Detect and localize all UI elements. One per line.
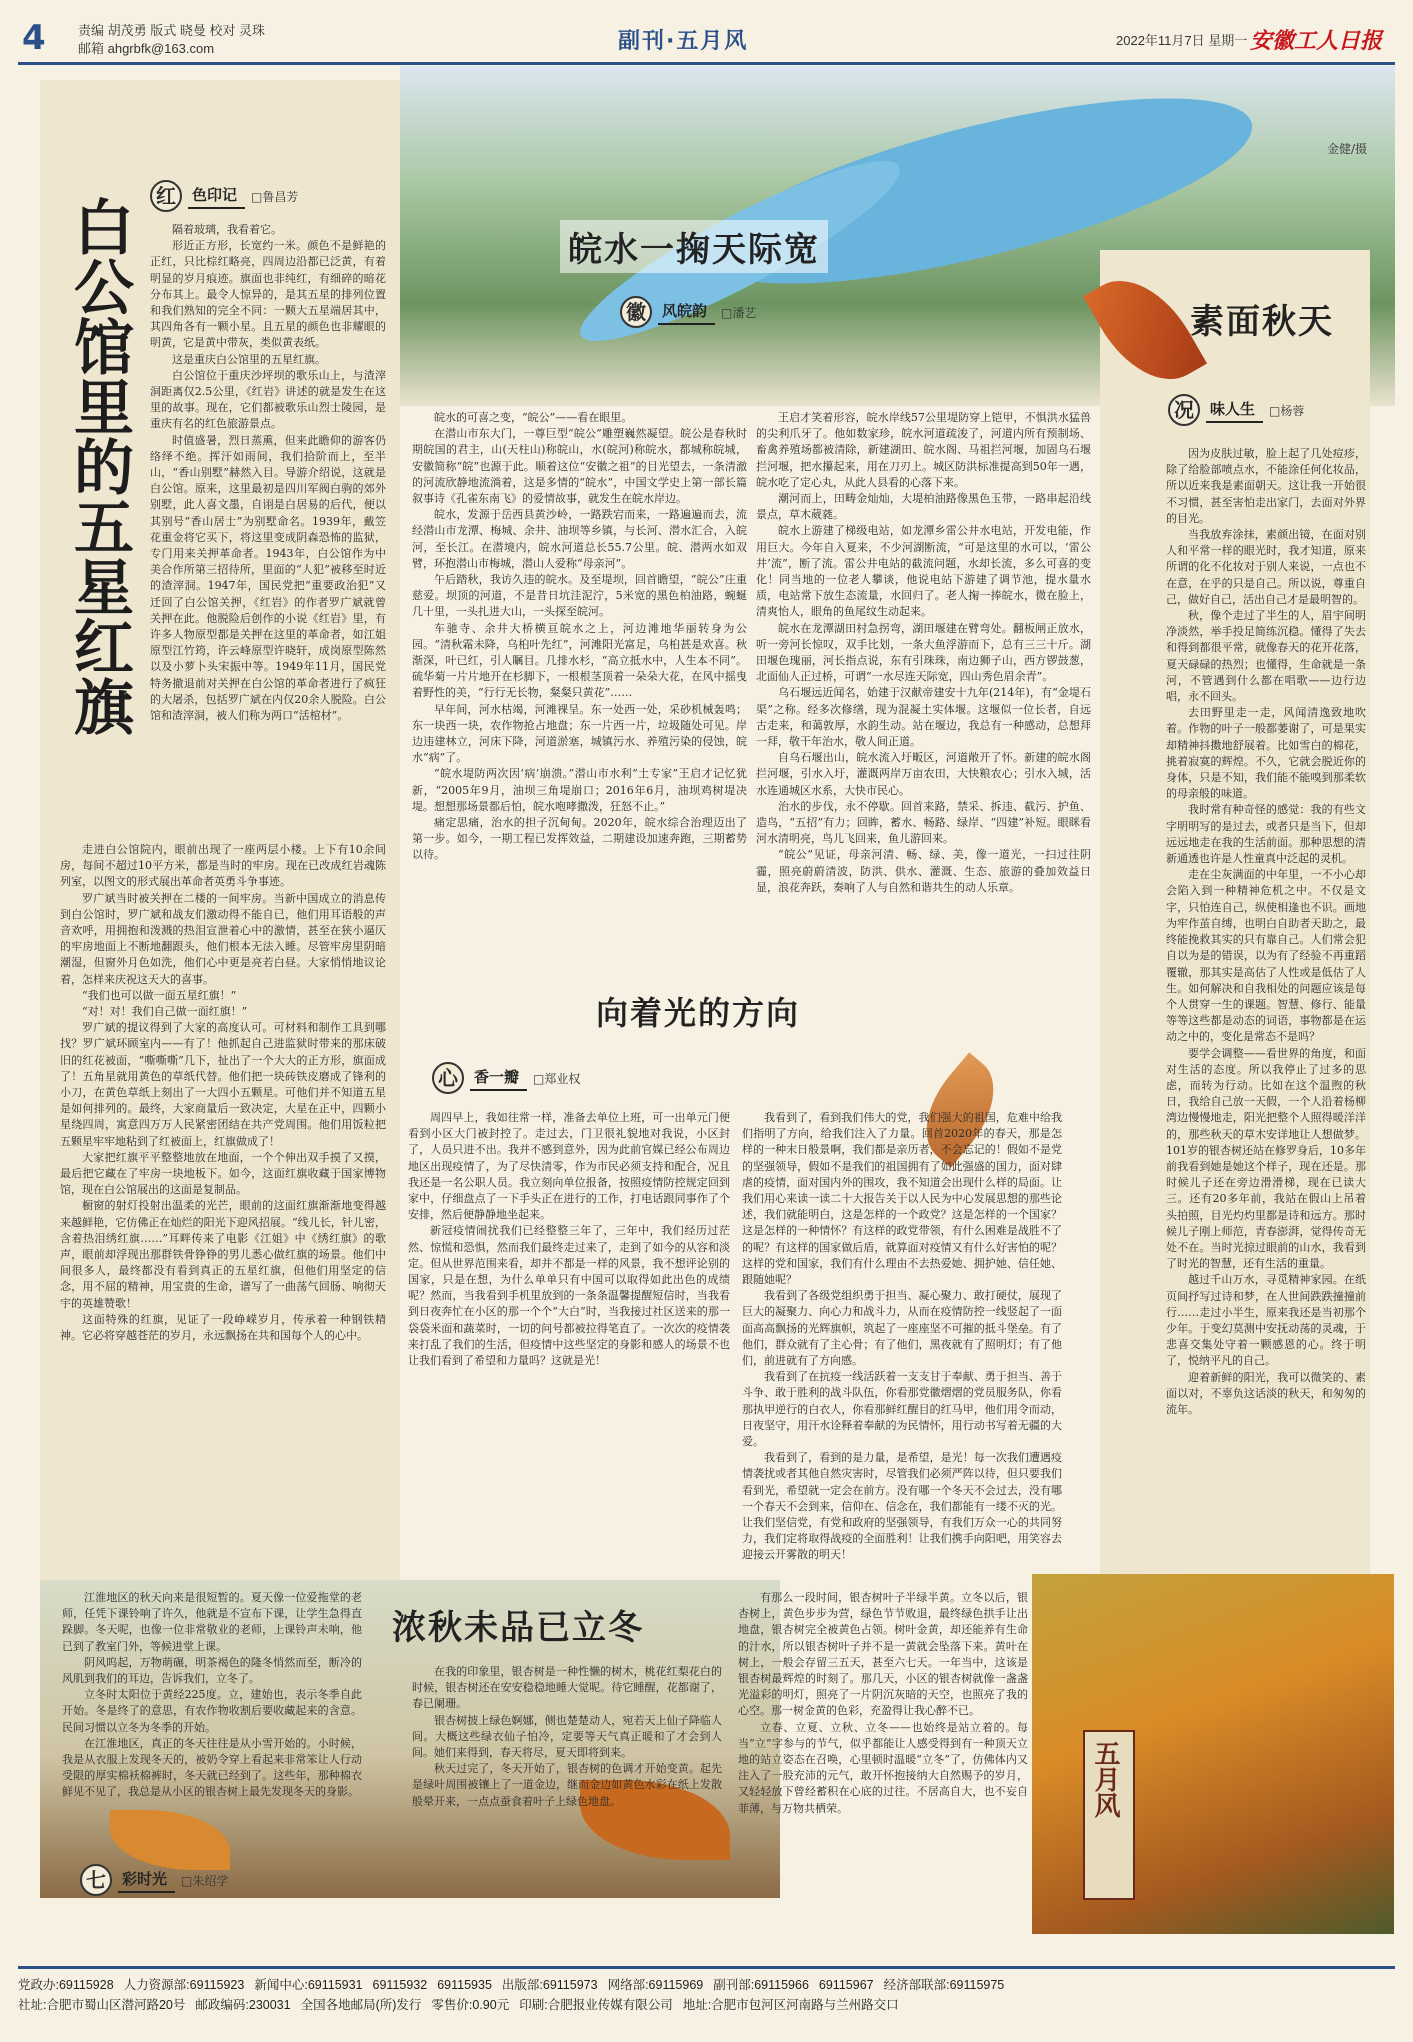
paragraph: 皖水上游建了梯级电站，如龙潭乡雷公井水电站，开发电能，作用巨大。今年自入夏来，不少河湖断流，“可是这里的水可以，‘雷公井’流”，断了流。雷公井电站的截流问题，水却长流，多么可喜的变化！同当地的一位老人攀谈，他说电站下游建了调节池，提水量水质，电站常下放生态流量，水回归了。老人掬一捧皖水，微在脸上，清爽怡人，眼角的鱼尾纹生动起来。 xyxy=(756,524,1091,619)
paragraph: 形近正方形，长宽约一米。颜色不是鲜艳的正红，只比棕红略亮，四周边沿都已泛黄，有着明显的岁月痕迹。旗面也非纯红，有细碎的暗花分布其上。最令人惊异的，是其五星的排列位置和我们熟知的完全不同：一颗大五星端居其中，其四角各有一颗小星。且五星的颜色也非耀眼的明黄，它是黄中带灰，类似黄表纸。 xyxy=(150,239,386,350)
paragraph: 阴风呜起，万物萌碾，明茶褐色的隆冬悄然而至，断冷的风肌到我们的耳边，告诉我们，立冬了。 xyxy=(62,1655,362,1686)
article1-column-head xyxy=(150,180,298,212)
paragraph: 皖水，发源于岳西县黄沙岭，一路跌宕而来，一路遍遍而去，流经潜山市龙潭、梅城、余井、油坝等乡镇，与长河、潜水汇合，入皖河，至长江。在潜境内，皖水河道总长55.7公里。皖、潜两水如双臂，环抱潜山市梅城，潜山人爱称“母亲河”。 xyxy=(412,508,747,570)
paragraph: 秋，像个走过了半生的人，眉宇间明净淡然，举手投足简练沉稳。懂得了失去和得到都很平常，就像春天的花开花落，夏天碌碌的热烈；也懂得，生命就是一条河，不管遇到什么都在唱歌——边行边唱，永不回头。 xyxy=(1166,609,1366,704)
footer-item: 人力资源部:69115923 xyxy=(123,1978,245,1992)
paragraph: 新冠疫情闹扰我们已经整整三年了，三年中，我们经历过茫然、惊慌和恐惧，然而我们最终走过来了，走到了如今的从容和淡定。但从世界范围来看，却并不都是一样的风景，我不想评论别的国家，只是在想，为什么单单只有中国可以取得如此出色的成绩呢？然而，当我看到手机里放到的一条条温馨提醒短信时，当我看到日夜奔忙在小区的那一个个“大白”时，当我接过社区送来的那一袋袋米面和蔬菜时，一切的问号都被拉得笔直了。一次次的疫情袭来打乱了我们的生活，但疫情中这些坚定的身影和感人的场景不也让我们看到了希望和力量吗？这就是光！ xyxy=(408,1224,730,1368)
column-seal: 心 xyxy=(432,1062,464,1094)
article2-body-col2 xyxy=(756,410,1091,970)
column-seal: 七 xyxy=(80,1864,112,1896)
paragraph: 皖水在龙潭湖田村急拐弯，湖田堰建在臂弯处。翻板闸正放水，听一旁河长惊叹，双手比划，一条大鱼浮游而下，总有三三十斤。湖田堰色瑰丽，河长指点说，东有引珠珠，南边狮子山，西方锣鼓葱，北面仙人正过桥，可谓“一水尽连天际宽，四山秀色眉余青”。 xyxy=(756,621,1091,684)
column-seal: 红 xyxy=(150,180,182,212)
column-seal: 徽 xyxy=(620,296,652,328)
paragraph: “皖水堤防两次因‘病’崩溃。”潜山市水利“土专家”王启才记忆犹新，“2005年9月，油坝三角堤崩口；2016年6月，油坝鸡树堤决堤。想想那场景都后怕，皖水咆哮撒泼，狂怒不止。” xyxy=(412,767,747,813)
paragraph: 橱窗的射灯投射出温柔的光芒，眼前的这面红旗渐渐地变得越来越鲜艳，它仿佛正在灿烂的阳光下迎风招展。“线儿长，针儿密，含着热泪绣红旗……”耳畔传来了电影《江姐》中《绣红旗》的歌声，眼前却浮现出那群铁骨铮铮的男儿悉心做红旗的场景。他们中间很多人，最终都没有看到真正的五星红旗，但他们用坚定的信念，用不屈的精神，用宝贵的生命，谱写了一曲荡气回肠、响彻天宇的英雄赞歌！ xyxy=(60,1199,386,1310)
article3-title: 素面秋天 xyxy=(1190,302,1334,342)
photo-credit: 金健/摄 xyxy=(1326,142,1367,156)
paragraph: “皖公”见证，母亲河清、畅、绿、美，像一道光，一扫过往阴霾，照亮蔚蔚清波，防洪、供水、灌溉、生态、旅游的叠加效益日显，浪花奔跃，奏响了人与自然和谐共生的动人乐章。 xyxy=(756,848,1091,894)
footer-item: 党政办:69115928 xyxy=(18,1978,114,1992)
column-name: 风皖韵 xyxy=(658,300,715,325)
paragraph: 因为皮肤过敏，脸上起了几处痘疹，除了给脸部喷点水，不能涂任何化妆品，所以近来我是素面朝天。这让我一开始很不习惯，甚至害怕走出家门，去面对外界的目光。 xyxy=(1166,447,1366,525)
article4-column-head xyxy=(432,1062,580,1094)
paragraph: 走进白公馆院内，眼前出现了一座两层小楼。上下有10余间房，每间不超过10平方米，都是当时的牢房。现在已改成红岩魂陈列室，以图文的形式展出革命者英勇斗争事迹。 xyxy=(60,843,386,889)
paragraph: 在潜山市东大门，一尊巨型“皖公”雕塑巍然凝望。皖公是春秋时期皖国的君主，山(天柱山)称皖山，水(皖河)称皖水，都城称皖城，安徽简称“皖”也源于此。顺着这位“安徽之祖”的目光望去，一条清澈的河流欣静地流淌着，这是多情的“皖水”，中国文学史上第一部长篇叙事诗《孔雀东南飞》的爱情故事，就发生在皖水岸边。 xyxy=(412,427,747,506)
page-header xyxy=(18,18,1395,62)
column-seal-box xyxy=(1083,1730,1135,1900)
paragraph: 我时常有种奇怪的感觉：我的有些文字明明写的是过去，或者只是当下，但却远远地走在我的生活前面。那种思想的清新通透也许是人性童真中泛起的灵机。 xyxy=(1166,803,1366,866)
paragraph: 我看到了在抗疫一线活跃着一支支甘于奉献、勇于担当、善于斗争、敢于胜利的战斗队伍，你看那党徽熠熠的党员服务队，你看那执甲逆行的白衣人，你看那鲜红醒目的红马甲，他们用令而动，日夜坚守，用汗水诠释着奉献的为民情怀，用行动书写着无疆的大爱。 xyxy=(742,1370,1062,1449)
footer-item: 经济部联部:69115975 xyxy=(883,1978,1005,1992)
paragraph: 秋天过完了，冬天开始了，银杏树的色调才开始变黄。起先是绿叶周围被镶上了一道金边，继而金边如黄色水彩在纸上发散般晕开来，一点点蚕食着叶子上绿色地盘。 xyxy=(412,1762,722,1808)
paragraph: 自乌石堰出山，皖水流入圩畈区，河道敞开了怀。新建的皖水阁拦河堰，引水入圩，灌溉两岸万亩农田，大快粮农心；引水入城，活水连通城区水系，大快市民心。 xyxy=(756,751,1091,797)
footer-item: 全国各地邮局(所)发行 xyxy=(300,1998,422,2012)
paragraph: 江淮地区的秋天向来是很短暂的。夏天像一位爱拖堂的老师，任凭下课铃响了许久，他就是不宣布下课，让学生急得直跺脚。冬天呢，也像一位非常敬业的老师，上课铃声未响，他已到了教室门外，等候进堂上课。 xyxy=(62,1591,362,1653)
paragraph: 这是重庆白公馆里的五星红旗。 xyxy=(172,352,326,366)
footer-item: 新闻中心:69115931 xyxy=(254,1978,363,1992)
paragraph: 越过千山万水，寻觅精神家园。在纸页间抒写过诗和梦，在人世间跌跌撞撞前行……走过小半生，原来我还是当初那个少年。于变幻莫测中安抚动荡的灵魂，于悲喜交集处守着一颗感恩的心。终于明了，悦纳平凡的自己。 xyxy=(1166,1273,1366,1368)
author: □郑业权 xyxy=(533,1071,581,1086)
footer-contacts xyxy=(18,1975,1395,1995)
article2-column-head xyxy=(620,296,756,328)
paragraph: 迎着新鲜的阳光，我可以微笑的、素面以对，不辜负这话淡的秋天，和匆匆的流年。 xyxy=(1166,1370,1366,1416)
paragraph: 治水的步伐，永不停歇。回首来路，禁采、拆违、截污、护鱼、造鸟，“五招”有力；回眸，蓄水、畅路、绿岸、“四建”补短。眼眯看河水清明亮，鸟儿飞回来，鱼儿游回来。 xyxy=(756,799,1091,846)
paragraph: 罗广斌当时被关押在二楼的一间牢房。当新中国成立的消息传到白公馆时，罗广斌和战友们激动得不能自已，他们用耳语般的声音欢呼，用拥抱和泼溅的热泪宣泄着心中的激情，甚至在狭小逼仄的牢房地面上不断地翻跟头，他们根本无法入睡。尽管牢房里阴暗潮湿，但窗外月色如洗，他们心中更是亮若白昼。大家悄悄地议论着，怎样来庆祝这天大的喜事。 xyxy=(60,891,386,986)
footer-item: 69115967 xyxy=(818,1978,874,1992)
article5-body-col3 xyxy=(738,1590,1028,1920)
footer-item: 邮政编码:230031 xyxy=(195,1998,291,2012)
paragraph: 早年间，河水枯竭，河滩裸呈。东一处西一处，采砂机械轰鸣；东一块西一块，农作物抢占地盘；东一片西一片，垃圾随处可见。岸边违建林立，河床下降，河道淤塞，城镇污水、养殖污染的侵蚀，皖水“病”了。 xyxy=(412,702,747,765)
paragraph: 我看到了，看到的是力量，是希望，是光！每一次我们遭遇疫情袭扰或者其他自然灾害时，尽管我们必须严阵以待，但只要我们看到光，希望就一定会在前方。没有哪一个冬天不会过去，没有哪一个春天不会到来，信仰在、信念在，我们都能有一缕不灭的光。让我们坚信党，有党和政府的坚强领导，有我们万众一心的共同努力，我们定将取得战疫的全面胜利！让我们携手向阳吧，用笑容去迎接云开雾散的明天！ xyxy=(742,1451,1062,1562)
paragraph: 王启才笑着形容，皖水岸线57公里堤防穿上铠甲，不惧洪水猛兽的尖利爪牙了。他如数家珍，皖水河道疏浚了，河道内所有预制场、畜禽养殖场都被清除，新建湖田、皖水阁、马祖拦河堰，加固乌石堰拦河堰，把水攥起来，用在刀刃上。城区防洪标准提高到50年一遇，皖水吃了定心丸，从此人县看的心落下来。 xyxy=(756,411,1091,489)
paragraph: 当我放弃涂抹，素颜出镜，在面对别人和平常一样的眼光时，我才知道，原来所谓的化不化妆对于别人来说，一点也不在意，在乎的只是自己。所以说，尊重自己，做好自己，活出自己才是最明智的。 xyxy=(1166,528,1366,606)
section-name: 副刊·五月风 xyxy=(618,29,749,54)
paragraph: 要学会调整——看世界的角度，和面对生活的态度。所以我停止了过多的思虑，而转为行动。比如在这个温煦的秋日，我给自己放一天假，一个人沿着杨柳湾边慢慢地走，阳光把整个人照得暖洋洋的，那些秋天的草木安详地让人想做梦。101岁的银杏树还站在修罗身后，10多年前我看到她是她这个样子，现在还是。那时候儿子还在旁边滑滑梯，现在已读大三。还有20多年前，我站在假山上吊着头拍照，目光灼灼里都是诗和远方。那时候儿子刚上师范，青春澎湃，觉得传奇无处不在。当时光掠过眼前的山水，我看到了时光的智慧，还有生活的重量。 xyxy=(1166,1046,1366,1271)
footer-address xyxy=(18,1995,1395,2015)
paragraph: 罗广斌的提议得到了大家的高度认可。可材料和制作工具到哪找？罗广斌环顾室内——有了！他抓起自己进监狱时带来的那床破旧的红花被面，“嘶嘶嘶”几下，扯出了一个大大的正方形，旗面成了！五角星就用黄色的草纸代替。他们把一块砖铁皮磨成了锋利的小刀，在黄色草纸上刻出了一大四小五颗星。可他们并不知道五星是如何排列的。最终，大家商量后一致决定，大星在正中，四颗小星绕四周，寓意四万万人民紧密团结在共产党周围。他们用饭粒把五颗星牢牢地粘到了红被面上，红旗做成了！ xyxy=(60,1021,386,1148)
editor-line: 责编 胡茂勇 版式 晓曼 校对 灵珠 xyxy=(78,23,266,38)
paragraph: 立冬时太阳位于黄经225度。立，建始也，表示冬季自此开始。冬是终了的意思，有农作物收割后要收藏起来的含意。民间习惯以立冬为冬季的开始。 xyxy=(62,1688,362,1734)
seal-text: 五月风 xyxy=(1090,1740,1120,1818)
footer-item: 网络部:69115969 xyxy=(607,1978,704,1992)
column-seal: 况 xyxy=(1168,394,1200,426)
paragraph: “我们也可以做一面五星红旗！” xyxy=(82,988,237,1002)
author: □潘艺 xyxy=(721,305,757,320)
paragraph: 乌石堰远近闻名，始建于汉献帝建安十九年(214年)，有“金堤石渠”之称。经多次修缮，现为混凝土实体堰。这堰似一位长者，自远古走来，和蔼敦厚，水韵生动。站在堰边，我总有一种感动，总想拜一拜，敬干年治水，敬人间正道。 xyxy=(756,686,1091,749)
paragraph: 我看到了，看到我们伟大的党，我们强大的祖国，危难中给我们指明了方向，给我们注入了力量。回首2020年的春天，那是怎样的一种末日般景啊，我们都是亲历者，不会忘记的！假如不是党的坚强领导，假如不是我们的祖国拥有了如此强盛的国力，面对肆虐的疫情，面对国内外的围攻，我不知道会出现什么样的局面。让我们用心来读一读二十大报告关于以人民为中心发展思想的那些论述，我们就能明白，这是怎样的一个政党？这是怎样的一个国家？这是怎样的一种情怀？有这样的政党带领，有什么困难是战胜不了的呢？有这样的国家做后盾，就算面对疫情又有什么好害怕的呢？这样的党和国家，我们有什么理由不去热爱她、拥护她、信任她、跟随她呢？ xyxy=(742,1111,1062,1287)
author: □鲁昌芳 xyxy=(251,189,299,204)
footer-item: 出版部:69115973 xyxy=(501,1978,598,1992)
footer-item: 零售价:0.90元 xyxy=(431,1998,510,2012)
paragraph: 隔着玻璃，我看着它。 xyxy=(172,223,282,236)
page-number: 4 xyxy=(22,18,46,58)
paragraph: “对！对！我们自己做一面红旗！” xyxy=(82,1005,248,1019)
paragraph: 在江淮地区，真正的冬天往往是从小雪开始的。小时候，我是从衣服上发现冬天的，被奶令穿上看起来非常笨让人行动受限的厚实棉袄棉裤时，冬天就已经到了。这些年，那种棉衣鲜见不见了，我总是从小区的银杏树上最先发现冬天的身影。 xyxy=(62,1736,362,1799)
header-rule xyxy=(18,62,1395,65)
footer-item: 地址:合肥市包河区河南路与兰州路交口 xyxy=(682,1998,899,2012)
article4-body-col1 xyxy=(408,1110,730,1570)
editor-info xyxy=(78,22,265,58)
article1-body-bottom xyxy=(60,842,386,1502)
page-footer xyxy=(18,1966,1395,2015)
paragraph: 这面特殊的红旗，见证了一段峥嵘岁月，传承着一种钢铁精神。它必将穿越苍茫的岁月，永远飘扬在共和国每个人的心中。 xyxy=(60,1312,386,1343)
paragraph: 走在尘灰满面的中年里，一不小心却会陷入到一种精神危机之中。不仅是文字，只怕连自己，纵使相逢也不识。画地为牢作茧自缚，也明白自助者天助之，最终能挽救其实的只有靠自己。人们常会犯自以为是的错误，以为有了经验不再重蹈覆辙，那其实是高估了人性或是低估了人生。如何解决和自我相处的问题应该是每个人贯穿一生的课题。智慧、修行、能量等等这些都是动态的词语，事物都是在运动之中的，变化是常态不是吗？ xyxy=(1166,868,1366,1044)
column-name: 色印记 xyxy=(188,184,245,209)
column-name: 味人生 xyxy=(1206,398,1263,423)
article3-column-head xyxy=(1168,394,1304,426)
footer-item: 69115932 xyxy=(372,1978,428,1992)
paragraph: 立春、立夏、立秋、立冬——也始终是站立着的。每当“立”字参与的节气，似乎都能让人感受得到有一种顶天立地的站立姿态在召唤，心里顿时温暖“立冬”了，仿佛体内又注入了一股充沛的元气，敢开怀抱接纳大自然赐予的岁月，又轻轻放下曾经蓄积在心底的过往。不居高自大，也不妄自菲薄，与万物共栖荣。 xyxy=(738,1720,1028,1815)
paragraph: 银杏树披上绿色婀娜，侧也楚楚动人，宛若天上仙子降临人间。大概这些绿衣仙子怕冷，定要等天气真正暖和了才会到人间。她们来得到，春天将尽，夏天即将到来。 xyxy=(412,1713,722,1760)
footer-item: 69115935 xyxy=(437,1978,492,1992)
paper-logo: 安徽工人日报 xyxy=(1250,28,1383,54)
paragraph: 午后踏秋，我访久违的皖水。及至堤坝，回首瞻望，“皖公”庄重慈爱。坝顶的河道，不是昔日坑洼泥泞，5米宽的黑色柏油路，蜿蜒几十里，一头扎进大山，一头探至皖河。 xyxy=(412,573,747,619)
paragraph: 在我的印象里，银杏树是一种性懒的树木，桃花红梨花白的时候，银杏树还在安安稳稳地睡大觉呢。待它睡醒，花都谢了，春已阑珊。 xyxy=(412,1665,722,1711)
article5-title: 浓秋未品已立冬 xyxy=(392,1608,644,1648)
column-name: 彩时光 xyxy=(118,1868,175,1893)
paragraph: 我看到了各级党组织勇于担当、凝心聚力、敢打硬仗，展现了巨大的凝聚力、向心力和战斗力，从而在疫情防控一线竖起了一面面高高飘扬的光辉旗帜，筑起了一座座坚不可摧的抵斗堡垒。有了他们，群众就有了主心骨；有了他们，黑夜就有了照明灯；有了他们，前进就有了方向感。 xyxy=(742,1289,1062,1368)
paragraph: 去田野里走一走，风闻清逸致地吹着。作物的叶子一般都萎谢了，可是果实却精神抖擞地舒展着。比如雪白的棉花，挑着寂寞的辉煌。不久，它就会脱近你的身体，只是不知，我们能不能嗅到那柔软的母亲般的味道。 xyxy=(1166,706,1366,801)
issue-date: 2022年11月7日 星期一 xyxy=(1116,33,1248,48)
footer-item: 副刊部:69115966 xyxy=(713,1978,809,1992)
article2-title: 皖水一掬天际宽 xyxy=(560,220,828,273)
paragraph: 大家把红旗平平整整地放在地面，一个个伸出双手摸了又摸，最后把它藏在了牢房一块地板下。如今，这面红旗收藏于国家博物馆，现在白公馆展出的这面是复制品。 xyxy=(60,1150,386,1197)
article3-body xyxy=(1166,446,1366,1546)
article4-body-col2 xyxy=(742,1110,1062,1570)
paragraph: 白公馆位于重庆沙坪坝的歌乐山上，与渣滓洞距离仅2.5公里，《红岩》讲述的就是发生在这里的故事。现在，它们都被歌乐山烈士陵园，是重庆有名的红色旅游景点。 xyxy=(150,368,386,431)
article5-column-head xyxy=(80,1864,228,1896)
paragraph: 周四早上，我如往常一样，准备去单位上班，可一出单元门便看到小区大门被封控了。走过去，门卫很礼貌地对我说，小区封了，人员只进不出。我并不感到意外，因为此前官媒已经公布周边地区出现疫情了，为了尽快清零，作为市民必须支持和配合，况且我还是一名公职人员。我立刻向单位报备，按照疫情防控规定回到家中，仔细盘点了一下手头正在进行的工作，打电话跟同事作了个安排，然后便静静地坐起来。 xyxy=(408,1111,730,1222)
paragraph: 痛定思痛，治水的担子沉甸甸。2020年，皖水综合治理迈出了第一步。如今，一期工程已发挥效益，二期建设加速奔跑，三期蓄势以待。 xyxy=(412,816,747,862)
paragraph: 潮河而上，田畴金灿灿，大堤柏油路像黑色玉带，一路串起沿线景点，草木葳蕤。 xyxy=(756,492,1091,522)
paragraph: 有那么一段时间，银杏树叶子半绿半黄。立冬以后，银杏树上，黄色步步为营，绿色节节败退，最终绿色拱手让出地盘，银杏树完全被黄色占领。树叶金黄，却还能养有生命的汁水，所以银杏树叶子并不是一黄就会坠落下来。黄叶在树上，一般会存留三五天，甚至六七天。一年当中，这该是银杏树最辉煌的时刻了。那几天，小区的银杏树就像一盏盏光溢彩的明灯，照亮了一片阴沉灰暗的天空，也照亮了我的心空。那一树金黄的色彩，充盈得让我心醉不已。 xyxy=(738,1591,1028,1718)
author: □杨蓉 xyxy=(1269,403,1305,418)
article5-body-col1 xyxy=(62,1590,362,1858)
footer-item: 社址:合肥市蜀山区潜河路20号 xyxy=(18,1998,186,2012)
paragraph: 时值盛暑，烈日蒸熏，但来此瞻仰的游客仍络绎不绝。挥汗如雨间，我们拾阶而上，至半山，“香山别墅”赫然入目。导游介绍说，这就是白公馆。原来，这里最初是四川军阀白驹的郊外别墅，此人喜文墨，自诩是白居易的后代，便以其别号“香山居士”为别墅命名。1939年，戴笠花重金将它买下，将这里变成阴森恐怖的监狱，专门用来关押革命者。1943年，白公馆作为中美合作所第三招待所，里面的“人犯”被移至时近的渣滓洞。1947年，国民党把“重要政治犯”又迁回了白公馆关押，《红岩》的作者罗广斌就曾关押在此。他脱险后创作的小说《红岩》里，有许多人物原型都是关押在这里的革命者，如江姐原型江竹筠，许云峰原型许晓轩，成岗原型陈然以及小萝卜头宋振中等。1949年11月，国民党特务撤退前对关押在白公馆的革命者进行了疯狂的大屠杀，包括罗广斌在内仅20余人脱险。白公馆和渣滓洞，被人们称为两口“活棺材”。 xyxy=(150,433,386,723)
footer-item: 印刷:合肥报业传媒有限公司 xyxy=(519,1998,673,2012)
paragraph: 皖水的可喜之变，“皖公”——看在眼里。 xyxy=(434,411,633,424)
article1-body-top xyxy=(150,222,386,842)
article1-title: 白公馆里的五星红旗 xyxy=(64,196,134,736)
email-line: 邮箱 ahgrbfk@163.com xyxy=(78,41,215,56)
author: □朱绍学 xyxy=(181,1873,229,1888)
article5-body-col2 xyxy=(412,1664,722,1892)
article4-title: 向着光的方向 xyxy=(596,994,801,1032)
paragraph: 车驰寺、余井大桥横亘皖水之上，河边滩地华丽转身为公园。“清秋霜未降，乌桕叶先红”，河滩阳光富足，乌桕甚是欢喜。秋渐深，叶已红，引人瞩目。几排水杉，“高立抵水中，人生本不同”。硫华菊一片片地开在杉脚下，一根根茎顶着一朵朵大花，在风中摇曳着野性的美，“行行无长物，粲粲只黄花”…… xyxy=(412,621,747,700)
column-name: 香一瓣 xyxy=(470,1066,527,1091)
article2-body-col1 xyxy=(412,410,747,970)
